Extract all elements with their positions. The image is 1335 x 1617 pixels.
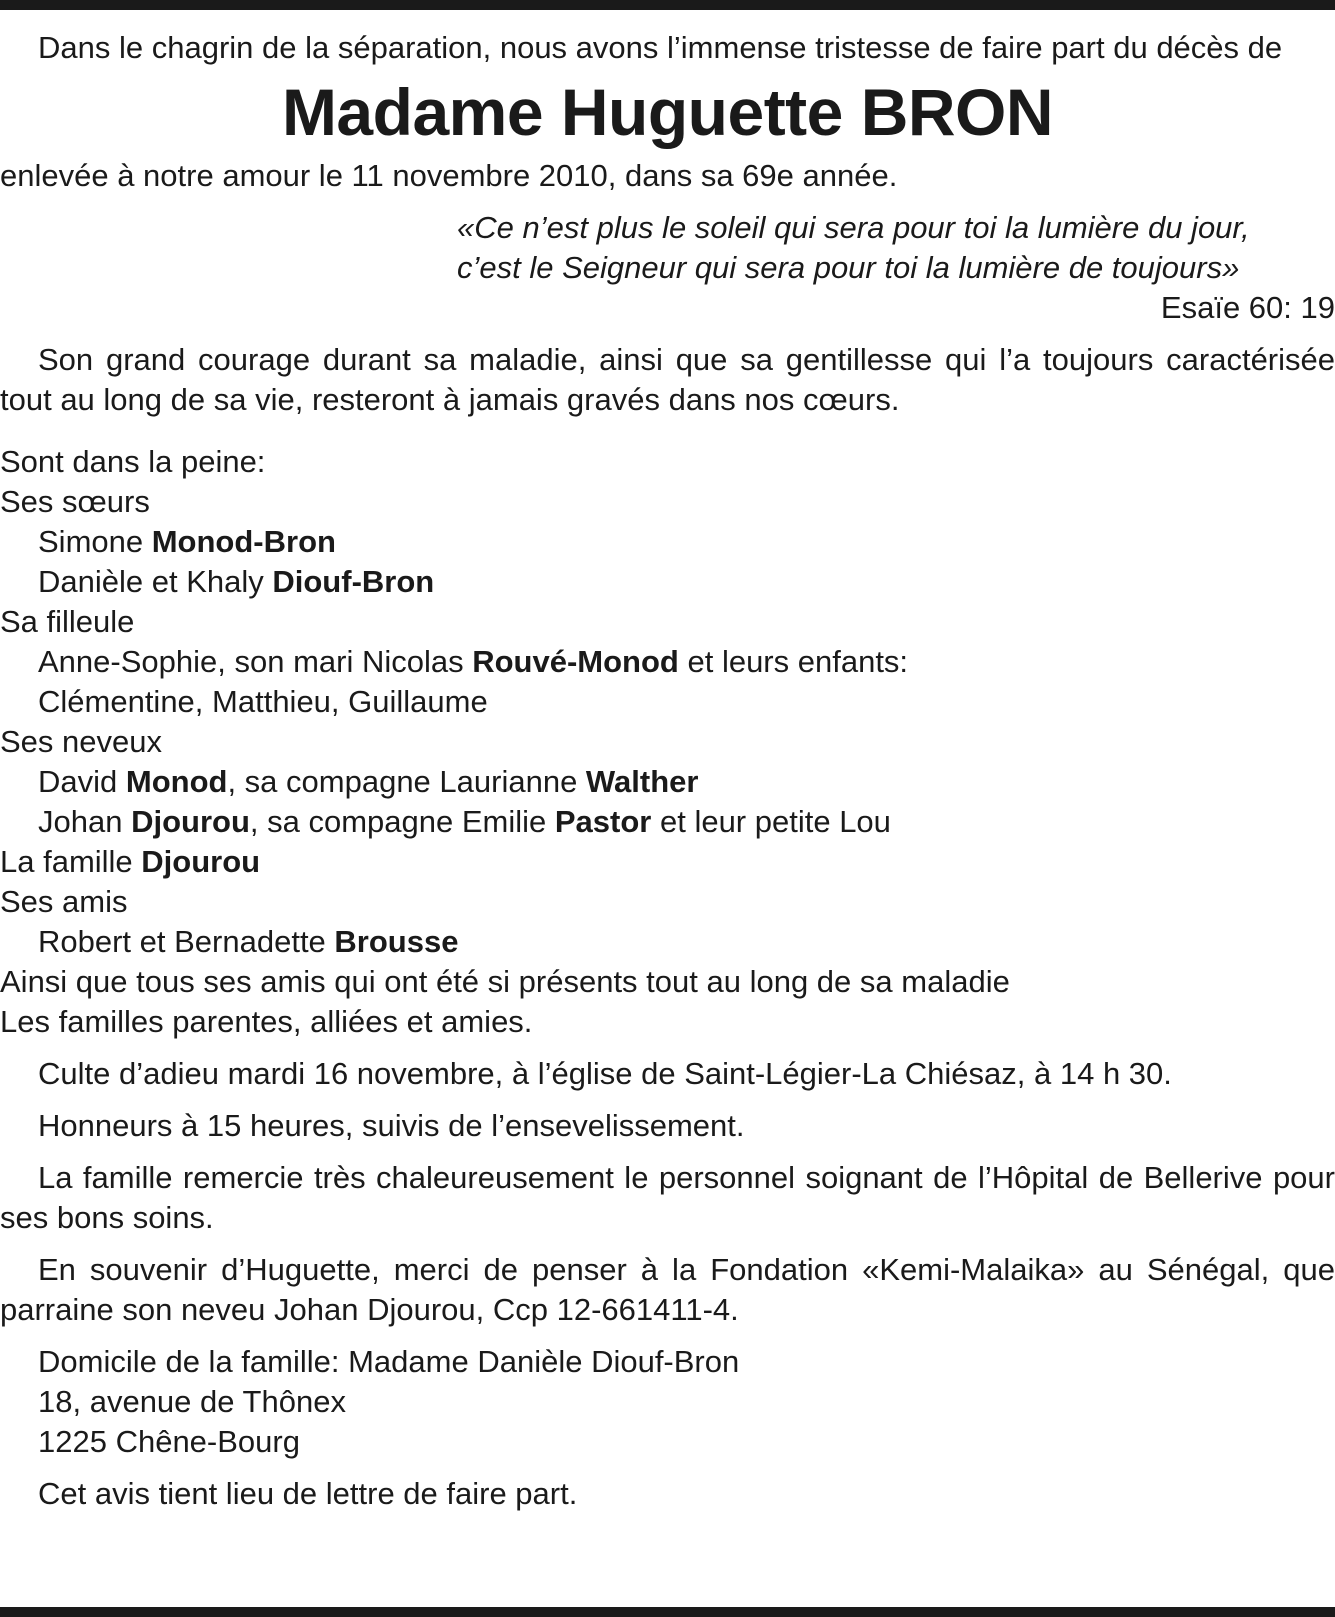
- quote-reference: Esaïe 60: 19: [1160, 290, 1335, 325]
- friends-last: Brousse: [334, 924, 459, 959]
- nephew-1-first: David: [38, 764, 126, 799]
- top-rule: [0, 0, 1335, 10]
- nephews-label: Ses neveux: [0, 724, 162, 759]
- quote-line-2: c’est le Seigneur qui sera pour toi la lumière de toujours»: [457, 250, 1240, 285]
- mourners-list: [0, 442, 1335, 1042]
- tribute-text: Son grand courage durant sa maladie, ainsi que sa gentillesse qui l’a toujours caractérisée tout au long de sa vie, resteront à jamais gravés dans nos cœurs.: [0, 342, 1335, 417]
- service-text: Culte d’adieu mardi 16 novembre, à l’église de Saint-Légier-La Chiésaz, à 14 h 30.: [38, 1056, 1172, 1091]
- goddaughter-label: Sa filleule: [0, 604, 135, 639]
- quote-line-1: «Ce n’est plus le soleil qui sera pour toi la lumière du jour,: [457, 210, 1250, 245]
- all-friends: Ainsi que tous ses amis qui ont été si présents tout au long de sa maladie: [0, 964, 1010, 999]
- sister-2-last: Diouf-Bron: [272, 564, 435, 599]
- thanks-text: La famille remercie très chaleureusement le personnel soignant de l’Hôpital de Bellerive pour ses bons soins.: [0, 1160, 1335, 1235]
- deceased-name: Madame Huguette BRON: [281, 75, 1054, 149]
- nephew-2-first: Johan: [38, 804, 132, 839]
- nephew-1: [0, 762, 1335, 802]
- intro-text: Dans le chagrin de la séparation, nous avons l’immense tristesse de faire part du décès de: [38, 30, 1283, 65]
- nephew-2-rest: et leur petite Lou: [651, 804, 891, 839]
- family-djourou: [0, 842, 1335, 882]
- goddaughter-first: Anne-Sophie, son mari Nicolas: [38, 644, 473, 679]
- nephew-2: [0, 802, 1335, 842]
- honors-text: Honneurs à 15 heures, suivis de l’ensevelissement.: [38, 1108, 745, 1143]
- friends-label: Ses amis: [0, 884, 128, 919]
- goddaughter: [0, 642, 1335, 682]
- obituary-notice: [0, 28, 1335, 1514]
- goddaughter-rest: et leurs enfants:: [678, 644, 909, 679]
- sister-2-first: Danièle et Khaly: [38, 564, 273, 599]
- friends-first: Robert et Bernadette: [38, 924, 335, 959]
- mourners-heading: Sont dans la peine:: [0, 444, 266, 479]
- family-address: [0, 1342, 1335, 1462]
- family-label: La famille: [0, 844, 142, 879]
- memorial-text: En souvenir d’Huguette, merci de penser à la Fondation «Kemi-Malaika» au Sénégal, que parraine son neveu Johan Djourou, Ccp 12-661411-4.: [0, 1252, 1335, 1327]
- sister-1-first: Simone: [38, 524, 152, 559]
- friends: [0, 922, 1335, 962]
- sister-1: [0, 522, 1335, 562]
- nephew-2-mid: , sa compagne Emilie: [249, 804, 555, 839]
- sister-2: [0, 562, 1335, 602]
- nephew-2-last: Djourou: [131, 804, 250, 839]
- nephew-2-partner: Pastor: [554, 804, 652, 839]
- address-line-1: Domicile de la famille: Madame Danièle Diouf-Bron: [38, 1344, 740, 1379]
- bible-quote: [0, 208, 1335, 328]
- sisters-label: Ses sœurs: [0, 484, 150, 519]
- sister-1-last: Monod-Bron: [151, 524, 336, 559]
- nephew-1-mid: , sa compagne Laurianne: [227, 764, 586, 799]
- families-line: Les familles parentes, alliées et amies.: [0, 1004, 533, 1039]
- closing-text: Cet avis tient lieu de lettre de faire part.: [38, 1476, 578, 1511]
- nephew-1-partner: Walther: [585, 764, 699, 799]
- family-name: Djourou: [141, 844, 261, 879]
- address-line-3: 1225 Chêne-Bourg: [38, 1424, 300, 1459]
- death-date-text: enlevée à notre amour le 11 novembre 2010, dans sa 69e année.: [0, 158, 898, 193]
- address-line-2: 18, avenue de Thônex: [38, 1384, 346, 1419]
- children: Clémentine, Matthieu, Guillaume: [38, 684, 488, 719]
- bottom-rule: [0, 1607, 1335, 1617]
- nephew-1-last: Monod: [125, 764, 228, 799]
- goddaughter-last: Rouvé-Monod: [472, 644, 679, 679]
